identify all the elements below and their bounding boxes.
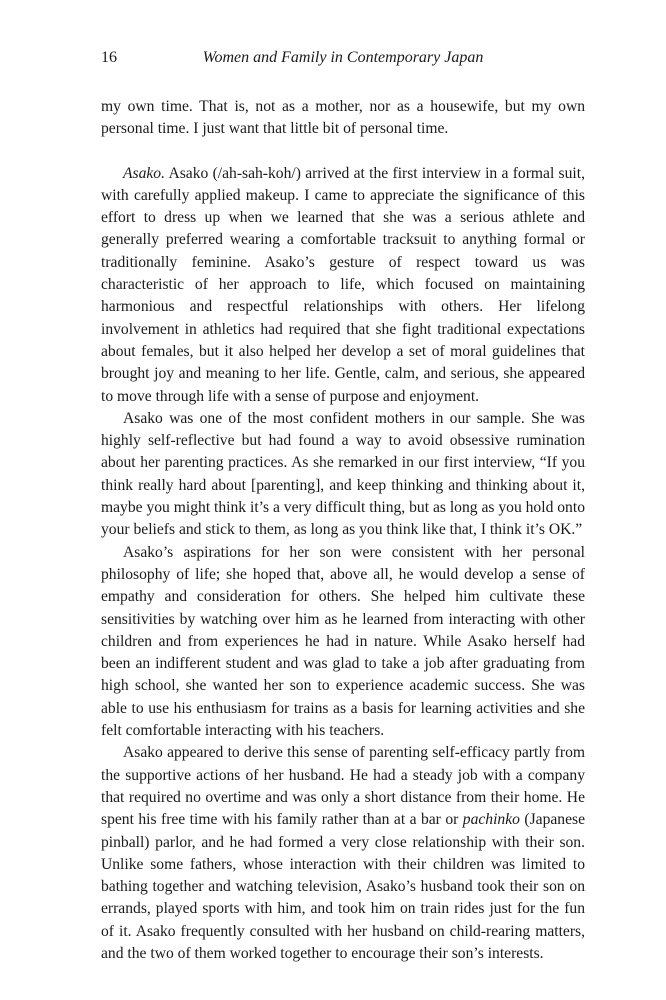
paragraph-confidence: Asako was one of the most confident mothers in our sample. She was highly self-reflective but had found a way to avoid obsessive rumination about her parenting practices. As she remarked in our first interview, “If you think really hard about [parenting], and keep thinking and thinking about it, maybe you might think it’s a very difficult thing, but as long as you hold onto your beliefs and stick to them, as long as you think like that, I think it’s OK.” <box>101 409 585 539</box>
italic-term: pachinko <box>462 811 520 829</box>
subject-name: Asako. <box>123 164 166 182</box>
paragraph-text: Asako appeared to derive this sense of parenting self-efficacy partly from the supportive actions of her husband. He had a steady job with a company that required no overtime and was only a short distance from their home. He spent his free time with his family rather than at a bar or <box>101 744 585 829</box>
paragraph-asako-intro <box>101 163 585 408</box>
body-text <box>101 96 585 965</box>
paragraph-aspirations: Asako’s aspirations for her son were consistent with her personal philosophy of life; she hoped that, above all, he would develop a sense of empathy and consideration for others. She helped him cultivate these sensitivities by watching over him as he learned from interacting with other children and from experiences he had in nature. While Asako herself had been an indifferent student and was glad to take a job after graduating from high school, she wanted her son to experience academic success. She was able to use his enthusiasm for trains as a basis for learning activities and she felt comfortable interacting with his teachers. <box>101 543 585 740</box>
paragraph-husband <box>101 742 585 965</box>
paragraph-text: Asako (/ah-sah-koh/) arrived at the first interview in a formal suit, with carefully applied makeup. I came to appreciate the significance of this effort to dress up when we learned that she was a serious athlete and generally preferred wearing a comfortable tracksuit to anything formal or traditionally feminine. Asako’s gesture of respect toward us was characteristic of her approach to life, which focused on maintaining harmonious and respectful relationships with others. Her lifelong involvement in athletics had required that she fight traditional expectations about females, but it also helped her develop a set of moral guidelines that brought joy and meaning to her life. Gentle, calm, and serious, she appeared to move through life with a sense of purpose and enjoyment. <box>101 164 585 405</box>
page-number: 16 <box>101 49 117 66</box>
paragraph-continuation: my own time. That is, not as a mother, nor as a housewife, but my own personal time. I just want that little bit of personal time. <box>101 98 585 138</box>
running-title: Women and Family in Contemporary Japan <box>202 49 484 66</box>
paragraph-text: (Japanese pinball) parlor, and he had formed a very close relationship with their son. Unlike some fathers, whose interaction with their children was limited to bathing together and watching television, Asako’s husband took their son on errands, played sports with him, and took him on train rides just for the fun of it. Asako frequently consulted with her husband on child-rearing matters, and the two of them worked together to encourage their son’s interests. <box>101 811 585 962</box>
